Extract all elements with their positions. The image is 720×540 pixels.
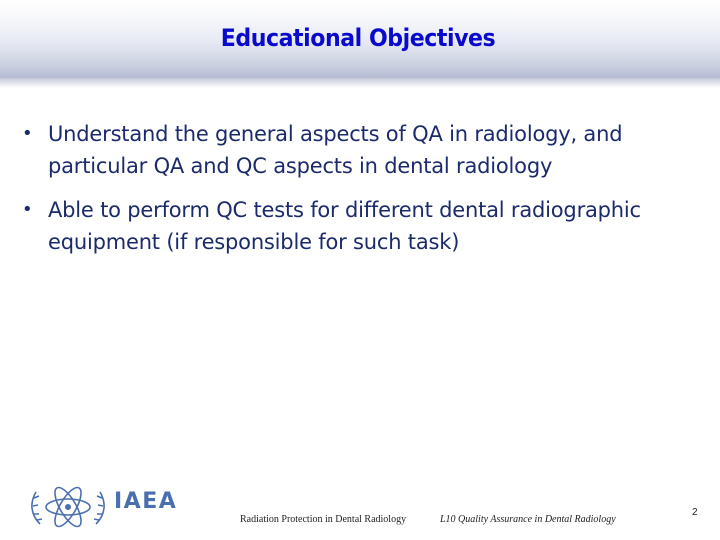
iaea-emblem-icon <box>28 480 108 530</box>
bullet-icon: • <box>22 199 33 220</box>
list-item <box>20 194 710 258</box>
bullet-text: Able to perform QC tests for different dental radiographic equipment (if responsible for such task) <box>48 198 641 254</box>
bullet-icon: • <box>22 123 33 144</box>
list-item <box>20 118 710 182</box>
page-number: 2 <box>692 507 698 518</box>
bullet-text: Understand the general aspects of QA in radiology, and particular QA and QC aspects in dental radiology <box>48 122 623 178</box>
footer-course-title: Radiation Protection in Dental Radiology <box>240 514 407 525</box>
header-shadow <box>0 78 720 88</box>
slide-title: Educational Objectives <box>220 24 496 52</box>
footer-lecture-title: L10 Quality Assurance in Dental Radiology <box>440 514 616 525</box>
objectives-list <box>20 118 710 270</box>
iaea-logo-text: IAEA <box>114 489 178 514</box>
iaea-logo <box>28 480 178 530</box>
